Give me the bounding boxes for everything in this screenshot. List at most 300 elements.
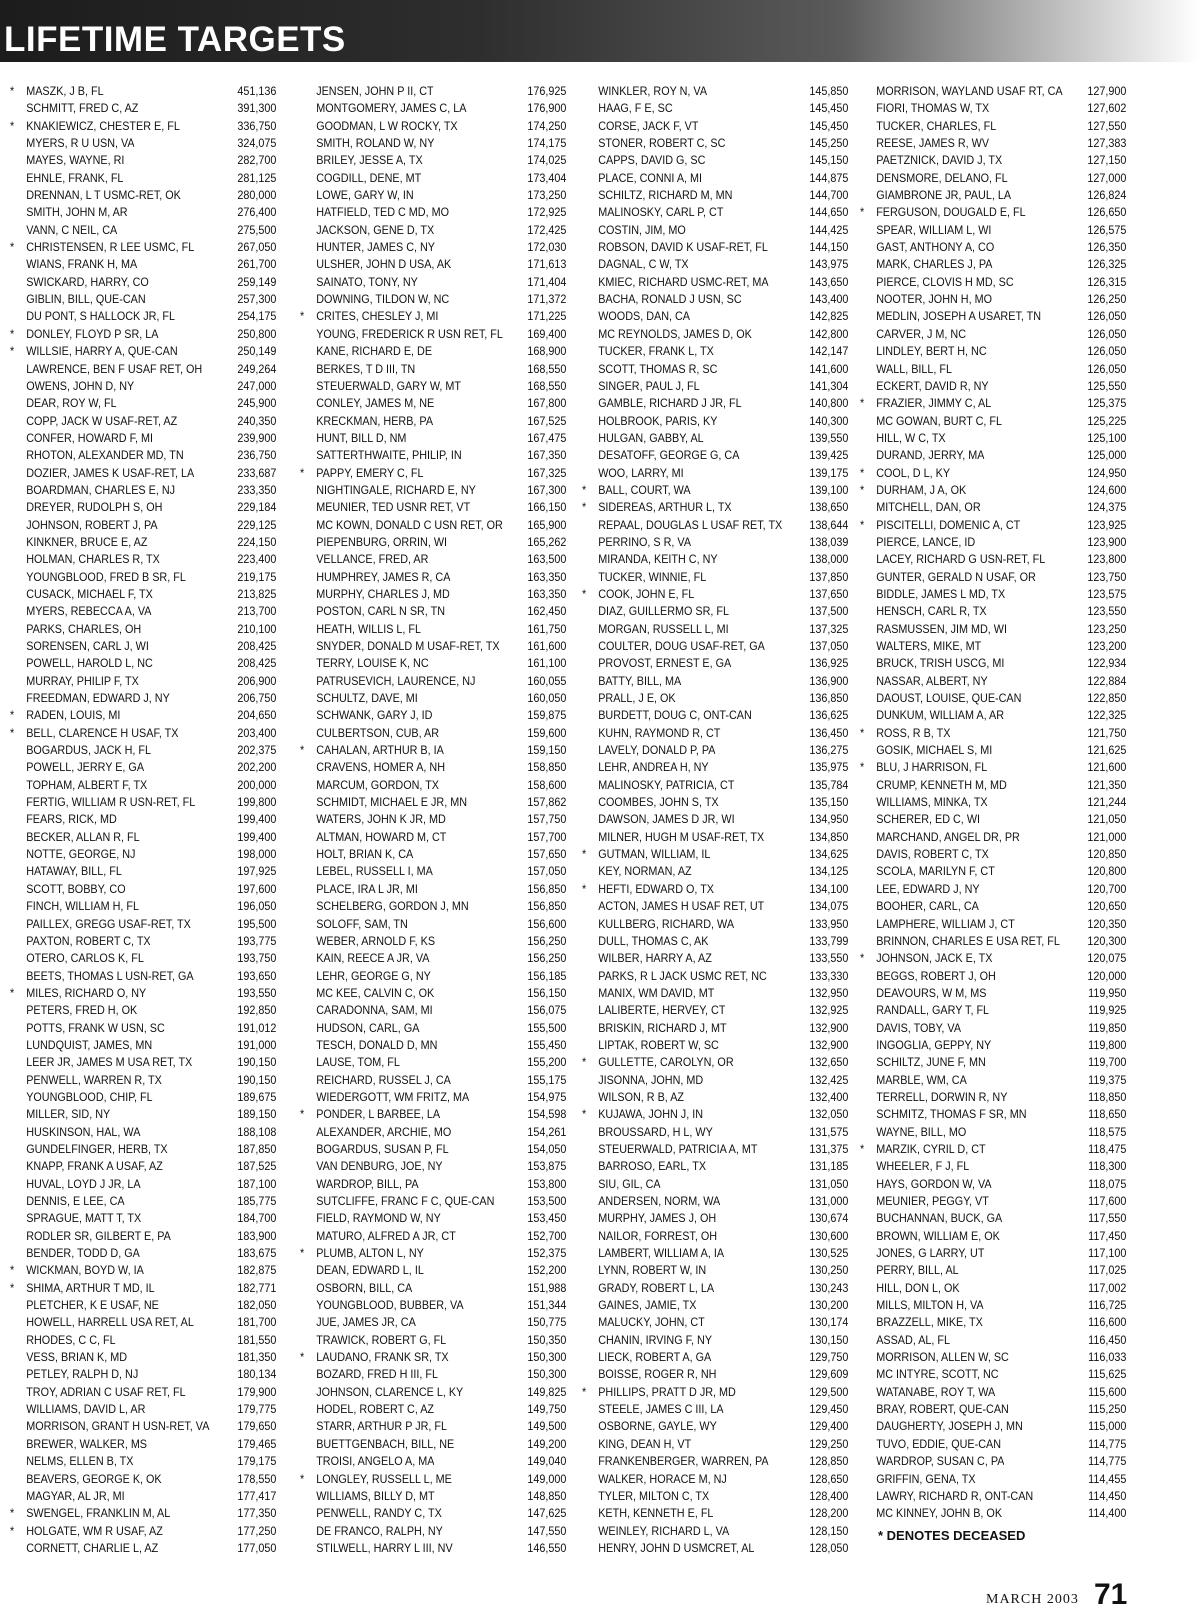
target-count: 254,175 (237, 309, 277, 324)
list-item (300, 430, 567, 447)
list-item (10, 881, 277, 898)
target-count: 161,100 (527, 656, 567, 671)
target-count: 121,750 (1087, 725, 1127, 740)
target-count: 193,775 (237, 933, 277, 948)
list-item (300, 742, 567, 759)
member-name: LACEY, RICHARD G USN-RET, FL (876, 552, 1046, 567)
member-name: COOMBES, JOHN S, TX (598, 795, 719, 810)
target-count: 151,988 (527, 1280, 567, 1295)
target-count: 141,600 (809, 361, 849, 376)
target-count: 145,150 (809, 153, 849, 168)
target-count: 118,475 (1088, 1141, 1127, 1156)
target-count: 187,850 (237, 1141, 277, 1156)
list-item (300, 465, 567, 482)
member-name: RADEN, LOUIS, MI (26, 708, 121, 723)
target-count: 134,100 (809, 881, 849, 896)
member-name: KINKNER, BRUCE E, AZ (26, 534, 148, 549)
target-count: 132,925 (809, 1003, 849, 1018)
target-count: 161,750 (527, 621, 567, 636)
list-item (300, 447, 567, 464)
member-name: SCHMIDT, MICHAEL E JR, MN (316, 795, 468, 810)
target-count: 130,674 (809, 1211, 849, 1226)
member-name: CONLEY, JAMES M, NE (316, 396, 435, 411)
list-item (860, 690, 1127, 707)
target-count: 156,185 (527, 968, 567, 983)
member-name: WIANS, FRANK H, MA (26, 257, 138, 272)
target-count: 125,000 (1087, 448, 1127, 463)
member-name: JISONNA, JOHN, MD (598, 1072, 704, 1087)
target-count: 159,875 (527, 708, 567, 723)
target-count: 179,900 (237, 1384, 277, 1399)
target-count: 171,404 (527, 274, 567, 289)
member-name: HILL, W C, TX (876, 430, 946, 445)
list-item (582, 1540, 849, 1557)
target-count: 167,300 (527, 482, 567, 497)
target-count: 126,325 (1087, 257, 1127, 272)
member-name: WARDROP, BILL, PA (316, 1176, 419, 1191)
member-name: POTTS, FRANK W USN, SC (26, 1020, 165, 1035)
member-name: OSBORN, BILL, CA (316, 1280, 413, 1295)
list-item (10, 430, 277, 447)
target-count: 206,750 (237, 691, 277, 706)
target-count: 123,250 (1087, 621, 1127, 636)
member-name: PERRINO, S R, VA (598, 534, 692, 549)
list-item (300, 1089, 567, 1106)
list-item (860, 569, 1127, 586)
list-item (300, 1349, 567, 1366)
list-item (300, 1384, 567, 1401)
list-item (10, 968, 277, 985)
list-item (300, 378, 567, 395)
list-item (582, 1072, 849, 1089)
target-count: 117,450 (1088, 1228, 1127, 1243)
member-name: HUMPHREY, JAMES R, CA (316, 569, 451, 584)
member-name: MARK, CHARLES J, PA (876, 257, 993, 272)
target-count: 198,000 (237, 847, 277, 862)
list-item (860, 118, 1127, 135)
member-name: MEUNIER, PEGGY, VT (876, 1194, 989, 1208)
list-item (300, 829, 567, 846)
member-name: PRALL, J E, OK (598, 691, 676, 706)
deceased-marker: * (300, 1107, 305, 1122)
member-name: CRUMP, KENNETH M, MD (876, 777, 1007, 792)
list-item (582, 569, 849, 586)
list-item (582, 204, 849, 221)
member-name: BUETTGENBACH, BILL, NE (316, 1436, 455, 1451)
list-item (10, 343, 277, 360)
list-item (10, 291, 277, 308)
list-item (10, 586, 277, 603)
member-name: MATURO, ALFRED A JR, CT (316, 1228, 456, 1243)
target-count: 181,350 (237, 1350, 277, 1365)
member-name: BLU, J HARRISON, FL (876, 760, 988, 775)
target-count: 150,300 (527, 1367, 567, 1382)
target-count: 261,700 (237, 257, 277, 272)
target-count: 126,050 (1087, 326, 1127, 341)
member-name: PIERCE, LANCE, ID (876, 534, 976, 549)
target-count: 129,250 (809, 1436, 849, 1451)
list-item (860, 187, 1127, 204)
target-count: 152,375 (527, 1246, 567, 1261)
member-name: TUVO, EDDIE, QUE-CAN (876, 1436, 1002, 1451)
list-item (300, 1106, 567, 1123)
target-count: 130,243 (809, 1280, 849, 1295)
member-name: JONES, G LARRY, UT (876, 1246, 985, 1261)
target-count: 171,372 (527, 292, 567, 307)
list-item (860, 829, 1127, 846)
member-name: CUSACK, MICHAEL F, TX (26, 586, 153, 601)
target-count: 134,625 (809, 847, 849, 862)
target-count: 140,300 (809, 413, 849, 428)
target-count: 167,325 (527, 465, 567, 480)
target-count: 199,400 (237, 812, 277, 827)
target-count: 114,400 (1088, 1506, 1127, 1521)
target-count: 174,175 (527, 136, 567, 151)
list-item (10, 1228, 277, 1245)
member-name: BENDER, TODD D, GA (26, 1246, 140, 1261)
list-item (582, 707, 849, 724)
target-count: 136,275 (809, 743, 849, 758)
member-name: WEBER, ARNOLD F, KS (316, 933, 436, 948)
member-name: VELLANCE, FRED, AR (316, 552, 429, 567)
member-name: GUNDELFINGER, HERB, TX (26, 1141, 168, 1156)
member-name: LYNN, ROBERT W, IN (598, 1263, 707, 1278)
list-item (860, 811, 1127, 828)
member-name: MARZIK, CYRIL D, CT (876, 1141, 986, 1156)
member-name: SOLOFF, SAM, TN (316, 916, 408, 931)
member-name: PAXTON, ROBERT C, TX (26, 933, 151, 948)
target-count: 133,799 (809, 933, 849, 948)
member-name: MARCUM, GORDON, TX (316, 777, 440, 792)
member-name: GUNTER, GERALD N USAF, OR (876, 569, 1036, 584)
member-name: RASMUSSEN, JIM MD, WI (876, 621, 1008, 636)
member-name: CRAVENS, HOMER A, NH (316, 760, 446, 775)
member-name: POWELL, HAROLD L, NC (26, 656, 153, 671)
target-count: 233,687 (237, 465, 277, 480)
member-name: MC KEE, CALVIN C, OK (316, 985, 435, 1000)
list-item (10, 222, 277, 239)
member-name: BERKES, T D III, TN (316, 361, 416, 376)
target-count: 208,425 (237, 639, 277, 653)
member-name: DURHAM, J A, OK (876, 482, 967, 497)
list-item (860, 1505, 1127, 1522)
member-name: SCHILTZ, RICHARD M, MN (598, 188, 733, 203)
target-count: 204,650 (237, 708, 277, 723)
member-name: HODEL, ROBERT C, AZ (316, 1402, 435, 1417)
list-item (860, 1418, 1127, 1435)
target-count: 191,012 (237, 1020, 277, 1035)
list-item (300, 638, 567, 655)
member-name: PAPPY, EMERY C, FL (316, 465, 424, 480)
list-item (300, 985, 567, 1002)
target-count: 165,262 (527, 534, 567, 549)
target-count: 130,600 (809, 1228, 849, 1243)
list-item (10, 898, 277, 915)
deceased-marker: * (10, 708, 15, 723)
deceased-marker: * (860, 205, 865, 220)
list-item (300, 222, 567, 239)
list-item (860, 742, 1127, 759)
target-count: 115,000 (1088, 1419, 1127, 1434)
list-item (300, 898, 567, 915)
member-name: DENNIS, E LEE, CA (26, 1194, 125, 1208)
target-count: 123,925 (1087, 517, 1127, 532)
member-name: MILLER, SID, NY (26, 1107, 111, 1122)
member-name: BROUSSARD, H L, WY (598, 1124, 713, 1139)
list-item (860, 308, 1127, 325)
list-item (860, 1384, 1127, 1401)
target-count: 224,150 (237, 534, 277, 549)
deceased-marker: * (10, 1280, 15, 1295)
member-name: GIBLIN, BILL, QUE-CAN (26, 292, 146, 307)
member-name: NASSAR, ALBERT, NY (876, 673, 988, 688)
target-count: 197,600 (237, 881, 277, 896)
target-count: 120,075 (1087, 951, 1127, 966)
member-name: SAINATO, TONY, NY (316, 274, 418, 289)
target-count: 142,147 (809, 344, 849, 359)
target-count: 136,625 (809, 708, 849, 723)
member-name: WIEDERGOTT, WM FRITZ, MA (316, 1089, 470, 1104)
target-count: 119,950 (1088, 985, 1127, 1000)
deceased-marker: * (582, 586, 587, 601)
list-item (582, 395, 849, 412)
member-name: FIELD, RAYMOND W, NY (316, 1211, 441, 1226)
member-name: MALINOSKY, CARL P, CT (598, 205, 724, 220)
member-name: SINGER, PAUL J, FL (598, 378, 700, 393)
target-count: 124,375 (1087, 500, 1127, 515)
member-name: SCHILTZ, JUNE F, MN (876, 1055, 986, 1070)
list-item (582, 326, 849, 343)
target-count: 117,600 (1088, 1194, 1127, 1208)
member-name: PONDER, L BARBEE, LA (316, 1107, 441, 1122)
target-count: 139,175 (809, 465, 849, 480)
list-item (860, 707, 1127, 724)
list-item (860, 204, 1127, 221)
list-item (300, 152, 567, 169)
list-item (860, 586, 1127, 603)
target-count: 282,700 (237, 153, 277, 168)
target-count: 143,400 (809, 292, 849, 307)
member-name: WALKER, HORACE M, NJ (598, 1471, 727, 1486)
member-name: COOK, JOHN E, FL (598, 586, 695, 601)
target-count: 137,050 (809, 639, 849, 653)
list-item (300, 586, 567, 603)
member-name: BECKER, ALLAN R, FL (26, 829, 140, 844)
list-item (10, 1037, 277, 1054)
list-item (582, 361, 849, 378)
list-item (300, 239, 567, 256)
member-name: LALIBERTE, HERVEY, CT (598, 1003, 726, 1018)
target-count: 123,900 (1087, 534, 1127, 549)
member-name: TRAWICK, ROBERT G, FL (316, 1332, 447, 1347)
list-item (860, 759, 1127, 776)
member-name: BRISKIN, RICHARD J, MT (598, 1020, 727, 1035)
member-name: GUTMAN, WILLIAM, IL (598, 847, 711, 862)
member-name: SIDEREAS, ARTHUR L, TX (598, 500, 732, 515)
member-name: MALUCKY, JOHN, CT (598, 1315, 705, 1330)
member-name: POSTON, CARL N SR, TN (316, 604, 446, 619)
target-count: 154,975 (527, 1089, 567, 1104)
list-item (10, 378, 277, 395)
target-count: 138,039 (809, 534, 849, 549)
member-name: CARADONNA, SAM, MI (316, 1003, 433, 1018)
target-count: 128,650 (809, 1471, 849, 1486)
member-name: BELL, CLARENCE H USAF, TX (26, 725, 179, 740)
list-item (860, 1106, 1127, 1123)
deceased-marker: * (582, 1107, 587, 1122)
list-item (582, 1488, 849, 1505)
target-count: 127,900 (1087, 84, 1127, 98)
list-item (300, 1280, 567, 1297)
member-name: CHANIN, IRVING F, NY (598, 1332, 713, 1347)
list-item (582, 1228, 849, 1245)
list-item (10, 569, 277, 586)
member-name: WEINLEY, RICHARD L, VA (598, 1523, 730, 1538)
member-name: HOLBROOK, PARIS, KY (598, 413, 718, 428)
list-item (860, 222, 1127, 239)
member-name: WILLIAMS, BILLY D, MT (316, 1488, 435, 1503)
target-count: 122,325 (1087, 708, 1127, 723)
list-item (10, 1453, 277, 1470)
list-item (300, 655, 567, 672)
target-count: 155,175 (527, 1072, 567, 1087)
member-name: BUCHANNAN, BUCK, GA (876, 1211, 1003, 1226)
member-name: MC INTYRE, SCOTT, NC (876, 1367, 999, 1382)
member-name: LAMPHERE, WILLIAM J, CT (876, 916, 1015, 931)
member-name: TROY, ADRIAN C USAF RET, FL (26, 1384, 186, 1399)
member-name: DULL, THOMAS C, AK (598, 933, 709, 948)
list-item (860, 378, 1127, 395)
member-name: PLACE, CONNI A, MI (598, 170, 703, 185)
list-item (10, 187, 277, 204)
target-count: 149,825 (527, 1384, 567, 1399)
target-count: 168,900 (527, 344, 567, 359)
target-count: 190,150 (237, 1072, 277, 1087)
member-name: MILNER, HUGH M USAF-RET, TX (598, 829, 765, 844)
target-count: 123,800 (1087, 552, 1127, 567)
list-item (860, 1037, 1127, 1054)
list-item (860, 291, 1127, 308)
member-name: BOISSE, ROGER R, NH (598, 1367, 717, 1382)
member-name: CRITES, CHESLEY J, MI (316, 309, 439, 324)
list-item (860, 413, 1127, 430)
target-count: 118,650 (1088, 1107, 1127, 1122)
list-item (10, 395, 277, 412)
target-count: 138,000 (809, 552, 849, 567)
target-count: 183,675 (237, 1246, 277, 1261)
target-count: 180,134 (237, 1367, 277, 1382)
target-count: 145,250 (809, 136, 849, 151)
member-name: DREYER, RUDOLPH S, OH (26, 500, 163, 515)
member-name: WILLIAMS, DAVID L, AR (26, 1402, 146, 1417)
list-item (860, 1002, 1127, 1019)
list-item (582, 100, 849, 117)
target-count: 120,800 (1087, 864, 1127, 879)
member-name: STEUERWALD, GARY W, MT (316, 378, 462, 393)
list-item (860, 499, 1127, 516)
member-name: NELMS, ELLEN B, TX (26, 1454, 134, 1469)
target-count: 200,000 (237, 777, 277, 792)
list-item (582, 1349, 849, 1366)
member-name: DAWSON, JAMES D JR, WI (598, 812, 735, 827)
deceased-marker: * (300, 1246, 305, 1261)
list-item (860, 950, 1127, 967)
member-name: DIAZ, GUILLERMO SR, FL (598, 604, 730, 619)
member-name: SUTCLIFFE, FRANC F C, QUE-CAN (316, 1194, 495, 1208)
member-name: KUHN, RAYMOND R, CT (598, 725, 721, 740)
list-item (582, 170, 849, 187)
member-name: SIU, GIL, CA (598, 1176, 661, 1191)
member-name: BRAY, ROBERT, QUE-CAN (876, 1402, 1009, 1417)
target-list-column-3 (582, 83, 852, 1557)
list-item (860, 256, 1127, 273)
member-name: GAINES, JAMIE, TX (598, 1298, 697, 1313)
list-item (582, 950, 849, 967)
list-item (10, 1488, 277, 1505)
target-count: 131,375 (809, 1141, 849, 1156)
target-count: 121,600 (1087, 760, 1127, 775)
member-name: HUSKINSON, HAL, WA (26, 1124, 141, 1139)
member-name: REPAAL, DOUGLAS L USAF RET, TX (598, 517, 783, 532)
member-name: MILLS, MILTON H, VA (876, 1298, 984, 1313)
deceased-marker: * (10, 1523, 15, 1538)
target-count: 257,300 (237, 292, 277, 307)
list-item (582, 759, 849, 776)
target-count: 132,950 (809, 985, 849, 1000)
list-item (860, 1488, 1127, 1505)
target-count: 140,800 (809, 396, 849, 411)
target-count: 119,925 (1088, 1003, 1127, 1018)
target-count: 155,500 (527, 1020, 567, 1035)
list-item (300, 343, 567, 360)
target-count: 116,725 (1088, 1298, 1127, 1313)
target-count: 281,125 (237, 170, 277, 185)
member-name: BALL, COURT, WA (598, 482, 691, 497)
list-item (582, 638, 849, 655)
member-name: NIGHTINGALE, RICHARD E, NY (316, 482, 476, 497)
list-item (10, 170, 277, 187)
member-name: SCHMITT, FRED C, AZ (26, 101, 139, 116)
list-item (582, 465, 849, 482)
member-name: MC REYNOLDS, JAMES D, OK (598, 326, 752, 341)
list-item (582, 933, 849, 950)
list-item (582, 1193, 849, 1210)
target-count: 195,500 (237, 916, 277, 931)
member-name: HENRY, JOHN D USMCRET, AL (598, 1540, 755, 1555)
target-count: 144,650 (809, 205, 849, 220)
target-count: 128,850 (809, 1454, 849, 1469)
target-count: 121,625 (1087, 743, 1127, 758)
list-item (10, 811, 277, 828)
member-name: HUVAL, LOYD J JR, LA (26, 1176, 141, 1191)
member-name: BOARDMAN, CHARLES E, NJ (26, 482, 176, 497)
target-count: 147,625 (527, 1506, 567, 1521)
target-count: 124,950 (1087, 465, 1127, 480)
member-name: HEATH, WILLIS L, FL (316, 621, 422, 636)
list-item (860, 673, 1127, 690)
member-name: GIAMBRONE JR, PAUL, LA (876, 188, 1012, 203)
target-count: 177,350 (237, 1506, 277, 1521)
member-name: CAPPS, DAVID G, SC (598, 153, 706, 168)
list-item (300, 1072, 567, 1089)
list-item (10, 447, 277, 464)
target-count: 136,450 (809, 725, 849, 740)
list-item (582, 1262, 849, 1279)
list-item (860, 1471, 1127, 1488)
deceased-marker: * (10, 118, 15, 133)
list-item (582, 1314, 849, 1331)
list-item (860, 846, 1127, 863)
